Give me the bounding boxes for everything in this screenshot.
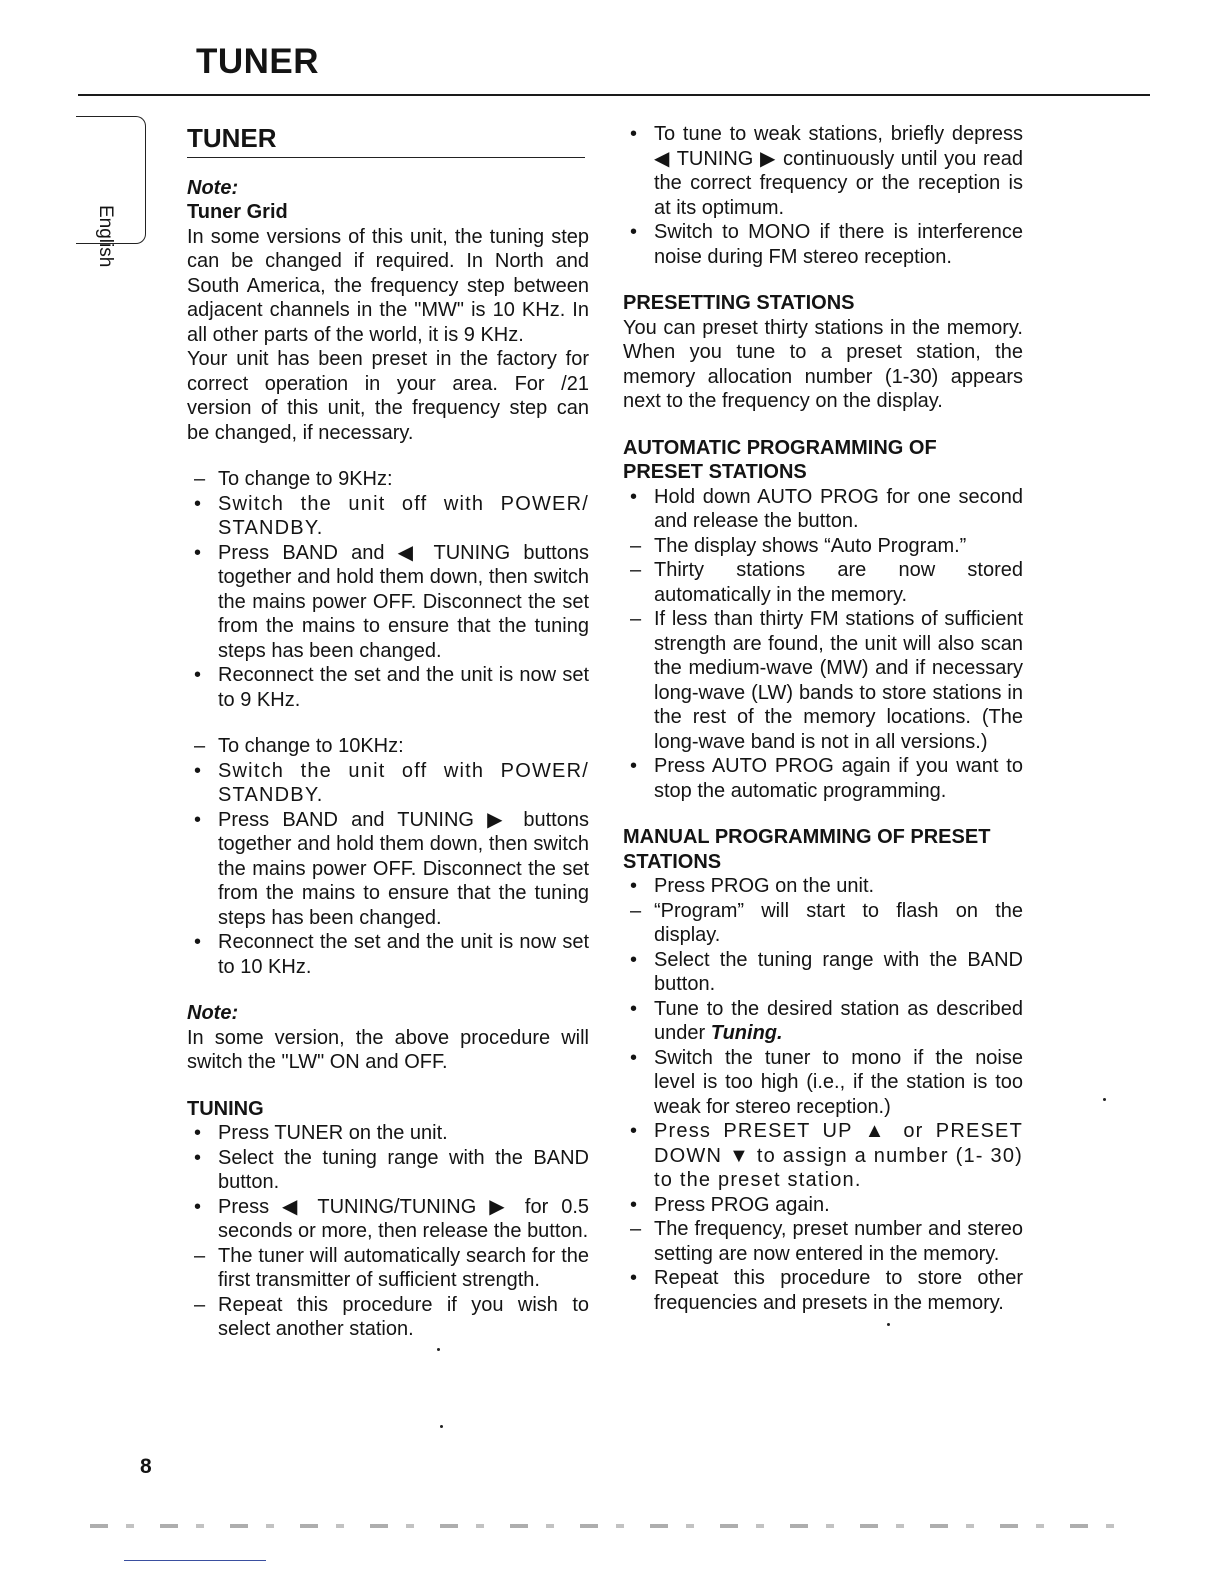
- list-item: • Repeat this procedure to store other frequencies and presets in the memory.: [630, 1267, 1023, 1314]
- list-item: • Reconnect the set and the unit is now set to 10 KHz.: [194, 931, 589, 978]
- presetting-heading: PRESETTING STATIONS: [623, 292, 855, 314]
- note-label: Note:: [187, 176, 239, 199]
- paragraph: Your unit has been preset in the factory for correct operation in your area. For /21 version of this unit, the frequency step can be changed, if necessary.: [187, 348, 589, 444]
- list-item: – “Program” will start to flash on the display.: [630, 899, 1023, 946]
- list-item: • Reconnect the set and the unit is now set to 9 KHz.: [194, 664, 589, 711]
- list-item: • Press ◀ TUNING/TUNING ▶ for 0.5 seconds or more, then release the button.: [194, 1195, 589, 1242]
- manual-programming-heading: MANUAL PROGRAMMING OF PRESET STATIONS: [623, 826, 991, 873]
- list-item: – The tuner will automatically search for the first transmitter of sufficient strength.: [194, 1244, 589, 1291]
- right-column: [623, 122, 1023, 1315]
- footer-line: [124, 1560, 266, 1561]
- note-label: Note:: [187, 1002, 239, 1024]
- list-item: – Repeat this procedure if you wish to select another station.: [194, 1293, 589, 1340]
- tuning-continued-list: [623, 122, 1023, 269]
- change-10khz-list: [187, 734, 589, 979]
- list-item: – The display shows “Auto Program.”: [630, 534, 967, 557]
- manual-programming-list: [623, 874, 1023, 1315]
- scan-speck: [887, 1323, 890, 1326]
- tuning-heading: TUNING: [187, 1097, 264, 1120]
- list-item: • Tune to the desired station as described under Tuning.: [630, 997, 1023, 1044]
- list-item: • Switch the unit off with POWER/ STANDBY.: [194, 759, 589, 806]
- list-item: – The frequency, preset number and stereo setting are now entered in the memory.: [630, 1218, 1023, 1265]
- scan-speck: [1103, 1098, 1106, 1101]
- list-item: • Press BAND and ◀ TUNING buttons together and hold them down, then switch the mains power OFF. Disconnect the set from the mains to ensure that the tuning steps has been changed.: [194, 541, 589, 662]
- list-item: • Hold down AUTO PROG for one second and release the button.: [630, 485, 1023, 532]
- list-item: • To tune to weak stations, briefly depress ◀ TUNING ▶ continuously until you read the correct frequency or the reception is at its optimum.: [630, 123, 1023, 219]
- scan-speck: [440, 1425, 443, 1428]
- scan-artifact: [90, 1524, 1140, 1528]
- auto-programming-heading: AUTOMATIC PROGRAMMING OF PRESET STATIONS: [623, 436, 937, 483]
- change-9khz-list: [187, 467, 589, 712]
- header-divider: [78, 94, 1150, 96]
- list-item: • Press AUTO PROG again if you want to stop the automatic programming.: [630, 755, 1023, 802]
- list-item: – To change to 9KHz:: [194, 468, 393, 490]
- list-item: • Select the tuning range with the BAND button.: [194, 1146, 589, 1193]
- tuner-grid-heading: Tuner Grid: [187, 201, 288, 223]
- language-tab-label: English: [95, 205, 116, 268]
- list-item: • Switch to MONO if there is interference noise during FM stereo reception.: [630, 221, 1023, 268]
- list-item: – If less than thirty FM stations of sufficient strength are found, the unit will also scan the medium-wave (MW) and if necessary long-wave (LW) bands to store stations in the rest of the memory locations. (The long-wave band is not in all versions.): [630, 608, 1023, 753]
- tuning-list: [187, 1121, 589, 1342]
- tuning-reference: Tuning.: [710, 1022, 783, 1044]
- paragraph: You can preset thirty stations in the memory. When you tune to a preset station, the memory allocation number (1-30) appears next to the frequency on the display.: [623, 316, 1023, 412]
- list-item: • Press TUNER on the unit.: [194, 1122, 448, 1144]
- list-item: • Switch the unit off with POWER/ STANDBY.: [194, 492, 589, 539]
- auto-programming-list: [623, 485, 1023, 804]
- list-item: • Select the tuning range with the BAND button.: [630, 948, 1023, 995]
- list-item: • Press PRESET UP ▲ or PRESET DOWN ▼ to assign a number (1- 30) to the preset station.: [630, 1120, 1023, 1191]
- list-item: – Thirty stations are now stored automatically in the memory.: [630, 559, 1023, 606]
- list-item: – To change to 10KHz:: [194, 735, 404, 757]
- scan-speck: [437, 1348, 440, 1351]
- page-title: TUNER: [196, 42, 320, 81]
- page-number: 8: [140, 1455, 152, 1478]
- paragraph: In some version, the above procedure will switch the "LW" ON and OFF.: [187, 1026, 589, 1073]
- list-item: • Press PROG again.: [630, 1193, 830, 1216]
- list-item: • Press PROG on the unit.: [630, 875, 875, 897]
- list-item: • Switch the tuner to mono if the noise level is too high (i.e., if the station is too weak for stereo reception.): [630, 1046, 1023, 1118]
- paragraph: In some versions of this unit, the tuning step can be changed if required. In North and South America, the frequency step between adjacent channels in the "MW" is 10 KHz. In all other parts of the world, it is 9 KHz.: [187, 225, 589, 346]
- list-item: • Press BAND and TUNING ▶ buttons together and hold them down, then switch the mains power OFF. Disconnect the set from the mains to ensure that the tuning steps has been changed.: [194, 808, 589, 929]
- left-column: [187, 123, 589, 1342]
- language-tab: [76, 116, 146, 268]
- section-title: TUNER: [187, 126, 585, 158]
